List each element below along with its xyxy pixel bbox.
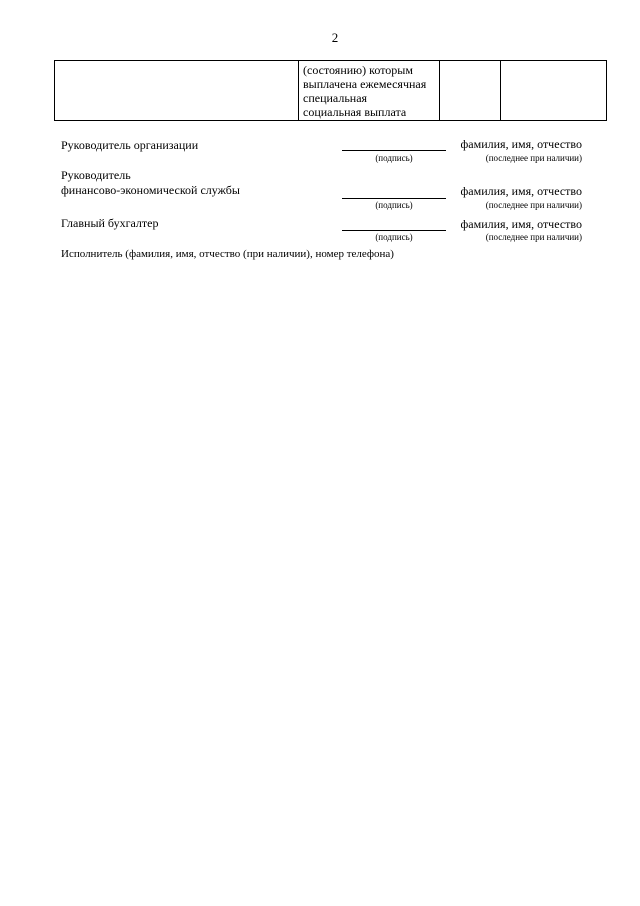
table-cell-3: [440, 61, 501, 121]
signature-caption: (подпись): [375, 153, 413, 163]
signature-line: [342, 230, 446, 231]
table-cell-4: [501, 61, 607, 121]
table-cell-2-line: социальная выплата: [303, 105, 407, 119]
signature-line: [342, 150, 446, 151]
signature-caption: (подпись): [375, 232, 413, 242]
table-cell-1: [55, 61, 299, 121]
page-number: 2: [331, 30, 339, 45]
table-cell-2-line: (состоянию) которым: [303, 63, 413, 77]
continuation-table: [54, 60, 607, 121]
name-placeholder: фамилия, имя, отчество: [460, 217, 582, 231]
signature-label-finance-line-1: Руководитель: [61, 168, 131, 182]
signature-label-head: Руководитель организации: [61, 138, 199, 152]
table-row: [55, 61, 607, 121]
table-cell-2: [299, 61, 440, 121]
signature-label-chief-accountant: Главный бухгалтер: [61, 216, 159, 230]
name-placeholder: фамилия, имя, отчество: [460, 184, 582, 198]
table-cell-2-line: выплачена ежемесячная: [303, 77, 427, 91]
name-caption: (последнее при наличии): [485, 200, 582, 210]
signature-caption: (подпись): [375, 200, 413, 210]
name-caption: (последнее при наличии): [485, 232, 582, 242]
executor-line: Исполнитель (фамилия, имя, отчество (при наличии), номер телефона): [61, 248, 394, 260]
name-placeholder: фамилия, имя, отчество: [460, 137, 582, 151]
name-caption: (последнее при наличии): [485, 153, 582, 163]
table-cell-2-line: специальная: [303, 91, 368, 105]
signature-line: [342, 198, 446, 199]
signature-label-finance-line-2: финансово-экономической службы: [61, 183, 240, 197]
